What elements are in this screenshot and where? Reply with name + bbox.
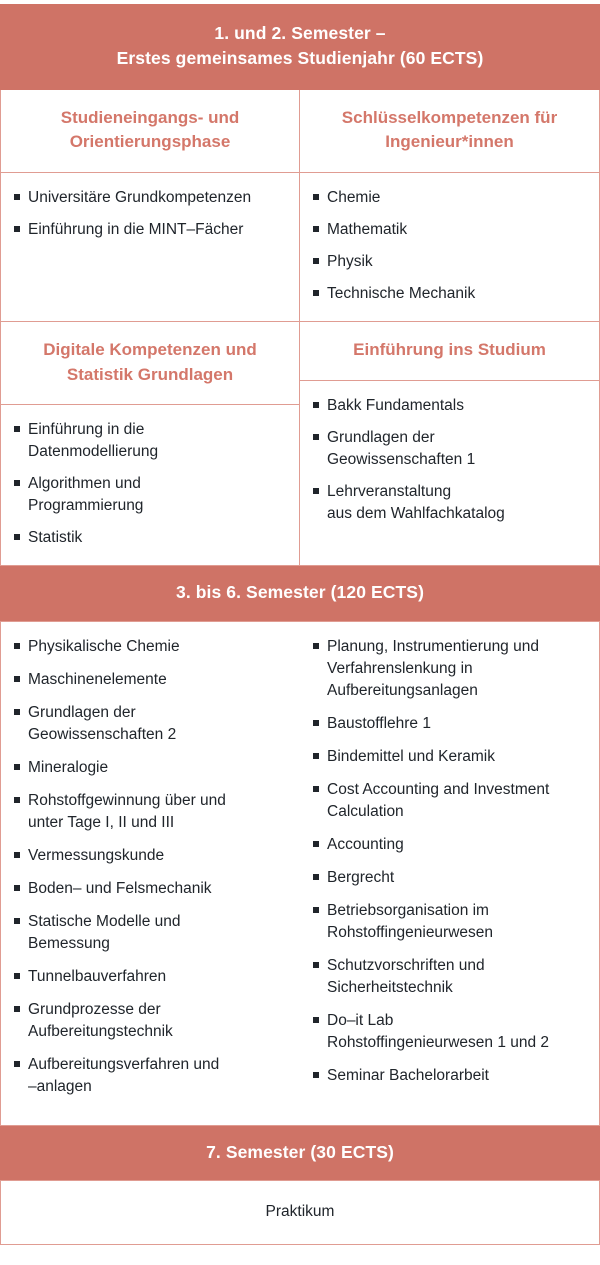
course-line: Einführung in die <box>28 421 145 439</box>
course-line: Aufbereitungsanlagen <box>327 681 478 699</box>
section-band-semester-1-2 <box>0 4 600 90</box>
course-item <box>313 867 589 889</box>
column-group <box>1 90 599 321</box>
course-item <box>313 713 589 735</box>
section-semester-1-2 <box>0 4 600 566</box>
course-line: –anlagen <box>28 1077 92 1095</box>
course-line: Aufbereitungstechnik <box>28 1022 173 1040</box>
course-line: Rohstoffgewinnung über und <box>28 791 226 809</box>
column-group <box>1 322 599 565</box>
course-line: Rohstoffingenieurwesen 1 und 2 <box>327 1033 550 1051</box>
course-item <box>313 283 589 305</box>
heading-line: Einführung ins Studium <box>353 340 546 360</box>
course-line: Statische Modelle und <box>28 912 181 930</box>
column-heading-einfuehrung-ins-studium <box>300 322 599 381</box>
course-item <box>313 395 589 417</box>
course-line: Boden– und Felsmechanik <box>28 879 212 897</box>
course-item <box>14 790 290 834</box>
course-item <box>14 878 290 900</box>
course-line: Verfahrenslenkung in <box>327 659 473 677</box>
heading-line: Schlüsselkompetenzen für <box>341 107 558 127</box>
course-item <box>313 1010 589 1054</box>
course-line: Physik <box>327 253 373 271</box>
course-line: Bakk Fundamentals <box>327 396 464 414</box>
heading-line: Ingenieur*innen <box>385 132 514 152</box>
course-line: Baustofflehre 1 <box>327 714 431 732</box>
course-item <box>313 779 589 823</box>
course-item <box>14 966 290 988</box>
course-line: Grundprozesse der <box>28 1000 161 1018</box>
column-group <box>1 622 599 1125</box>
course-item <box>14 187 289 209</box>
course-line: Physikalische Chemie <box>28 637 180 655</box>
course-item <box>14 473 289 517</box>
section-band-semester-3-6 <box>0 566 600 620</box>
panel-semester-1-2-row-2 <box>0 322 600 566</box>
column-heading-digitale-kompetenzen <box>1 322 299 405</box>
band-line: 3. bis 6. Semester (120 ECTS) <box>175 582 424 603</box>
course-item <box>14 419 289 463</box>
course-item <box>313 834 589 856</box>
course-item <box>313 187 589 209</box>
course-list-digitale-kompetenzen <box>1 405 299 565</box>
course-item <box>313 955 589 999</box>
course-item <box>14 999 290 1043</box>
course-line: Geowissenschaften 2 <box>28 725 177 743</box>
course-list-semester-3-6-left <box>1 622 300 1125</box>
panel-semester-7 <box>0 1180 600 1245</box>
section-semester-3-6 <box>0 566 600 1125</box>
heading-line: Orientierungsphase <box>69 132 231 152</box>
course-line: Aufbereitungsverfahren und <box>28 1055 220 1073</box>
column-studieneingangsphase <box>1 90 300 321</box>
course-line: Grundlagen der <box>28 703 136 721</box>
course-line: Seminar Bachelorarbeit <box>327 1066 489 1084</box>
course-line: Tunnelbauverfahren <box>28 967 167 985</box>
course-list-einfuehrung-ins-studium <box>300 381 599 541</box>
course-line: Algorithmen und <box>28 475 141 493</box>
course-line: Schutzvorschriften und <box>327 956 485 974</box>
course-line: Calculation <box>327 802 404 820</box>
heading-line: Studieneingangs- und <box>60 107 240 127</box>
course-line: Bemessung <box>28 934 110 952</box>
course-line: Technische Mechanik <box>327 285 476 303</box>
course-line: Vermessungskunde <box>28 846 165 864</box>
column-einfuehrung-ins-studium <box>300 322 599 565</box>
column-heading-schluesselkompetenzen <box>300 90 599 173</box>
column-semester-3-6-right <box>300 622 599 1125</box>
course-list-studieneingangsphase <box>1 173 299 257</box>
column-semester-3-6-left <box>1 622 300 1125</box>
course-item <box>14 669 290 691</box>
course-line: Grundlagen der <box>327 428 435 446</box>
course-item <box>14 845 290 867</box>
course-line: Geowissenschaften 1 <box>327 450 476 468</box>
course-item-praktikum: Praktikum <box>265 1203 335 1221</box>
column-digitale-kompetenzen <box>1 322 300 565</box>
heading-line: Digitale Kompetenzen und <box>43 340 257 360</box>
course-line: unter Tage I, II und III <box>28 813 175 831</box>
course-item <box>313 1065 589 1087</box>
course-item <box>313 251 589 273</box>
course-line: Einführung in die MINT–Fächer <box>28 221 244 239</box>
course-item <box>313 900 589 944</box>
course-item <box>14 702 290 746</box>
course-item <box>14 219 289 241</box>
course-line: Datenmodellierung <box>28 443 159 461</box>
course-line: Sicherheitstechnik <box>327 978 453 996</box>
band-line: 7. Semester (30 ECTS) <box>206 1141 394 1162</box>
course-item <box>313 636 589 702</box>
section-band-semester-7 <box>0 1126 600 1180</box>
course-item <box>313 427 589 471</box>
course-item <box>14 757 290 779</box>
band-line: Erstes gemeinsames Studienjahr (60 ECTS) <box>116 48 484 69</box>
course-line: Universitäre Grundkompetenzen <box>28 189 252 207</box>
course-line: aus dem Wahlfachkatalog <box>327 504 505 522</box>
section-semester-7 <box>0 1126 600 1245</box>
course-item <box>313 746 589 768</box>
course-item <box>14 527 289 549</box>
panel-semester-3-6 <box>0 621 600 1126</box>
course-line: Cost Accounting and Investment <box>327 780 550 798</box>
course-line: Programmierung <box>28 497 144 515</box>
heading-line: Statistik Grundlagen <box>66 364 234 384</box>
band-line: 1. und 2. Semester – <box>214 23 386 43</box>
course-line: Accounting <box>327 835 404 853</box>
course-line: Mineralogie <box>28 758 109 776</box>
course-list-schluesselkompetenzen <box>300 173 599 321</box>
course-line: Betriebsorganisation im <box>327 901 489 919</box>
column-schluesselkompetenzen <box>300 90 599 321</box>
course-line: Rohstoffingenieurwesen <box>327 923 494 941</box>
course-line: Mathematik <box>327 221 408 239</box>
course-line: Chemie <box>327 189 381 207</box>
course-line: Planung, Instrumentierung und <box>327 637 539 655</box>
course-line: Lehrveranstaltung <box>327 482 452 500</box>
course-line: Bergrecht <box>327 868 395 886</box>
course-item <box>313 219 589 241</box>
column-heading-studieneingangsphase <box>1 90 299 173</box>
course-line: Bindemittel und Keramik <box>327 747 495 765</box>
course-line: Maschinenelemente <box>28 670 167 688</box>
course-item <box>14 636 290 658</box>
course-list-semester-3-6-right <box>300 622 599 1114</box>
course-line: Statistik <box>28 529 83 547</box>
panel-semester-1-2-row-1 <box>0 90 600 322</box>
course-item <box>313 481 589 525</box>
course-item <box>14 1054 290 1098</box>
course-line: Do–it Lab <box>327 1011 394 1029</box>
course-item <box>14 911 290 955</box>
